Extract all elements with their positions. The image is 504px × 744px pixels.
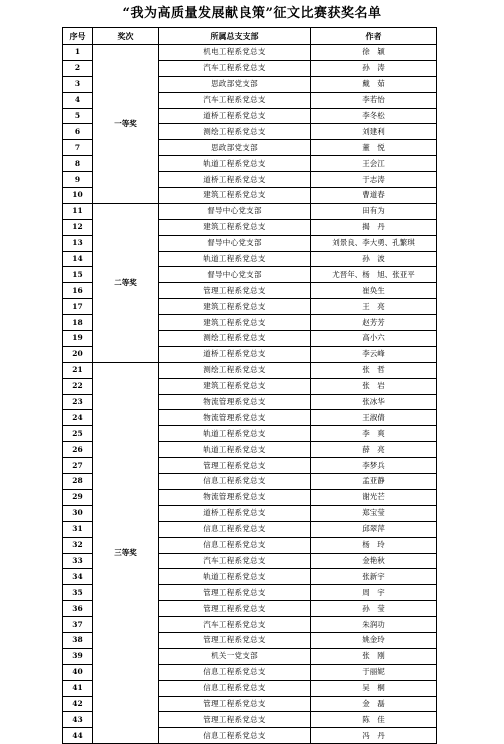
row-number: 39 [63,648,93,664]
author-name: 陈 佳 [311,712,437,728]
branch-name: 物流管理系党总支 [159,394,311,410]
branch-name: 信息工程系党总支 [159,521,311,537]
author-name: 董 悦 [311,140,437,156]
row-number: 33 [63,553,93,569]
row-number: 2 [63,60,93,76]
document-title: “我为高质量发展献良策”征文比赛获奖名单 [122,6,382,21]
author-name: 谢光芒 [311,489,437,505]
row-number: 43 [63,712,93,728]
header-number: 序号 [63,28,93,45]
author-name: 金 磊 [311,696,437,712]
author-name: 戴 茹 [311,76,437,92]
author-name: 李梦兵 [311,458,437,474]
author-name: 薛 亮 [311,442,437,458]
author-name: 姚金玲 [311,632,437,648]
author-name: 王会江 [311,156,437,172]
branch-name: 思政部党支部 [159,140,311,156]
branch-name: 测绘工程系党总支 [159,331,311,347]
author-name: 孙 波 [311,251,437,267]
author-name: 刘建利 [311,124,437,140]
row-number: 11 [63,203,93,219]
row-number: 40 [63,664,93,680]
row-number: 13 [63,235,93,251]
row-number: 18 [63,315,93,331]
branch-name: 汽车工程系党总支 [159,617,311,633]
row-number: 25 [63,426,93,442]
branch-name: 督导中心党支部 [159,235,311,251]
author-name: 高小六 [311,331,437,347]
branch-name: 机电工程系党总支 [159,45,311,61]
header-branch: 所属总支支部 [159,28,311,45]
branch-name: 轨道工程系党总支 [159,426,311,442]
branch-name: 道桥工程系党总支 [159,346,311,362]
branch-name: 汽车工程系党总支 [159,60,311,76]
author-name: 徐 颖 [311,45,437,61]
row-number: 7 [63,140,93,156]
branch-name: 轨道工程系党总支 [159,569,311,585]
branch-name: 管理工程系党总支 [159,585,311,601]
branch-name: 管理工程系党总支 [159,283,311,299]
author-name: 张冰华 [311,394,437,410]
row-number: 20 [63,346,93,362]
row-number: 19 [63,331,93,347]
row-number: 42 [63,696,93,712]
branch-name: 轨道工程系党总支 [159,251,311,267]
row-number: 31 [63,521,93,537]
branch-name: 信息工程系党总支 [159,537,311,553]
branch-name: 信息工程系党总支 [159,680,311,696]
row-number: 27 [63,458,93,474]
row-number: 9 [63,172,93,188]
author-name: 周 宇 [311,585,437,601]
branch-name: 建筑工程系党总支 [159,315,311,331]
award-level: 一等奖 [93,45,159,204]
row-number: 17 [63,299,93,315]
row-number: 10 [63,188,93,204]
row-number: 44 [63,728,93,744]
row-number: 37 [63,617,93,633]
row-number: 14 [63,251,93,267]
author-name: 吴 桐 [311,680,437,696]
row-number: 41 [63,680,93,696]
award-level: 二等奖 [93,203,159,362]
branch-name: 汽车工程系党总支 [159,92,311,108]
author-name: 李云峰 [311,346,437,362]
branch-name: 测绘工程系党总支 [159,362,311,378]
row-number: 28 [63,474,93,490]
row-number: 3 [63,76,93,92]
branch-name: 物流管理系党总支 [159,410,311,426]
author-name: 郑宝莹 [311,505,437,521]
branch-name: 督导中心党支部 [159,203,311,219]
author-name: 揭 丹 [311,219,437,235]
table-row [63,362,437,378]
author-name: 邱翠萍 [311,521,437,537]
branch-name: 机关一党支部 [159,648,311,664]
branch-name: 管理工程系党总支 [159,458,311,474]
author-name: 孙 莹 [311,601,437,617]
branch-name: 建筑工程系党总支 [159,219,311,235]
row-number: 32 [63,537,93,553]
branch-name: 管理工程系党总支 [159,696,311,712]
branch-name: 思政部党支部 [159,76,311,92]
branch-name: 道桥工程系党总支 [159,505,311,521]
author-name: 崔奂生 [311,283,437,299]
author-name: 金艳秋 [311,553,437,569]
author-name: 王淑倩 [311,410,437,426]
table-body [63,45,437,744]
author-name: 李冬松 [311,108,437,124]
row-number: 22 [63,378,93,394]
table-row [63,45,437,61]
award-table [62,27,437,744]
branch-name: 物流管理系党总支 [159,489,311,505]
author-name: 李 爽 [311,426,437,442]
row-number: 15 [63,267,93,283]
branch-name: 管理工程系党总支 [159,712,311,728]
row-number: 4 [63,92,93,108]
author-name: 赵芳芳 [311,315,437,331]
author-name: 张 刚 [311,648,437,664]
branch-name: 汽车工程系党总支 [159,553,311,569]
table-header-row [63,28,437,45]
branch-name: 轨道工程系党总支 [159,442,311,458]
row-number: 36 [63,601,93,617]
row-number: 30 [63,505,93,521]
row-number: 29 [63,489,93,505]
author-name: 孟亚静 [311,474,437,490]
row-number: 12 [63,219,93,235]
branch-name: 道桥工程系党总支 [159,108,311,124]
author-name: 曹道春 [311,188,437,204]
author-name: 尤晋年、杨 旭、张亚平 [311,267,437,283]
author-name: 王 亮 [311,299,437,315]
branch-name: 道桥工程系党总支 [159,172,311,188]
author-name: 刘景良、李大勇、孔繁琪 [311,235,437,251]
header-author: 作者 [311,28,437,45]
author-name: 孙 涛 [311,60,437,76]
branch-name: 测绘工程系党总支 [159,124,311,140]
branch-name: 信息工程系党总支 [159,728,311,744]
author-name: 李若怡 [311,92,437,108]
row-number: 1 [63,45,93,61]
row-number: 24 [63,410,93,426]
author-name: 于丽妮 [311,664,437,680]
author-name: 朱润功 [311,617,437,633]
row-number: 21 [63,362,93,378]
branch-name: 管理工程系党总支 [159,601,311,617]
branch-name: 信息工程系党总支 [159,664,311,680]
author-name: 田有为 [311,203,437,219]
row-number: 8 [63,156,93,172]
row-number: 16 [63,283,93,299]
table-row [63,203,437,219]
branch-name: 建筑工程系党总支 [159,299,311,315]
branch-name: 信息工程系党总支 [159,474,311,490]
row-number: 34 [63,569,93,585]
award-level: 三等奖 [93,362,159,743]
branch-name: 督导中心党支部 [159,267,311,283]
row-number: 26 [63,442,93,458]
branch-name: 管理工程系党总支 [159,632,311,648]
row-number: 35 [63,585,93,601]
author-name: 张新宇 [311,569,437,585]
author-name: 张 岩 [311,378,437,394]
author-name: 杨 玲 [311,537,437,553]
branch-name: 建筑工程系党总支 [159,188,311,204]
author-name: 张 哲 [311,362,437,378]
row-number: 6 [63,124,93,140]
branch-name: 轨道工程系党总支 [159,156,311,172]
branch-name: 建筑工程系党总支 [159,378,311,394]
row-number: 5 [63,108,93,124]
row-number: 23 [63,394,93,410]
header-award-level: 奖次 [93,28,159,45]
author-name: 于志涛 [311,172,437,188]
author-name: 冯 丹 [311,728,437,744]
row-number: 38 [63,632,93,648]
